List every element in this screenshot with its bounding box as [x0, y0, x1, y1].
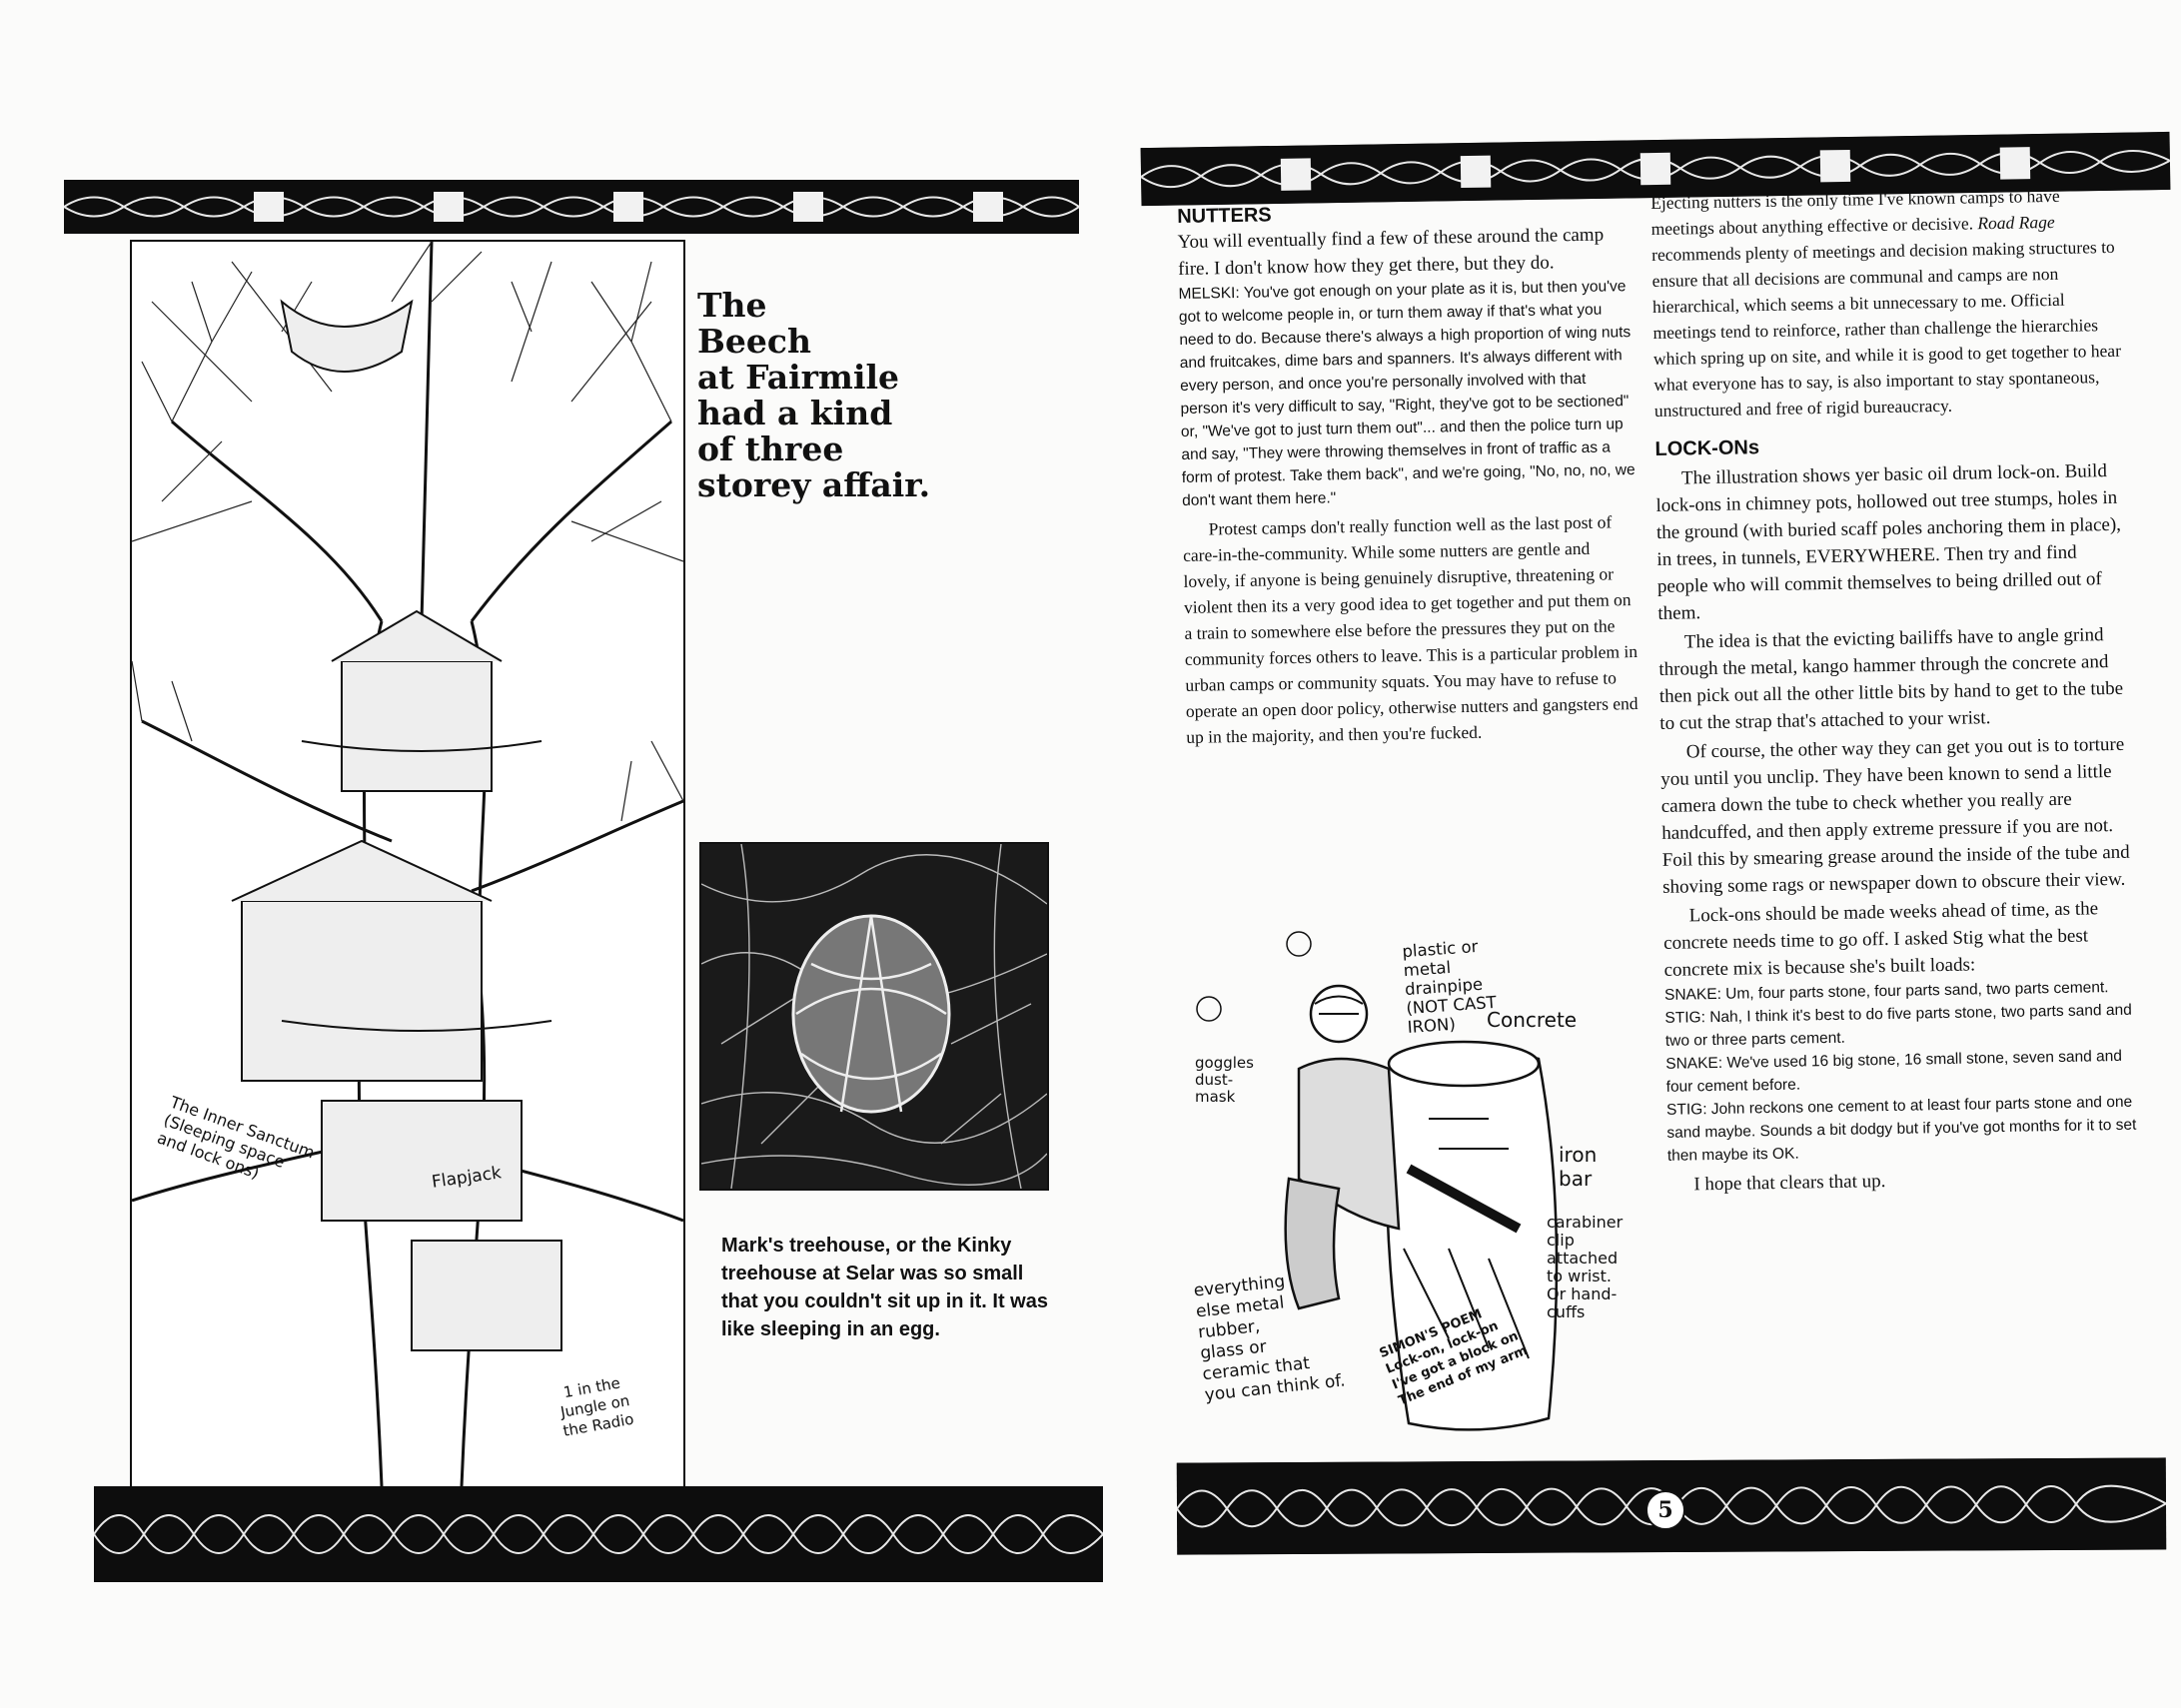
- celtic-border-bottom-left: [94, 1486, 1103, 1582]
- label-drainpipe: plastic or metal drainpipe (NOT CAST IRON): [1401, 936, 1498, 1038]
- dialogue-snake-2: SNAKE: We've used 16 big stone, 16 small stone, seven sand and four cement before.: [1665, 1047, 2123, 1096]
- lockons-p3: Of course, the other way they can get you out is to torture you until you unclip. They have been known to send a little camera down the tube to check whether you really are handcuffed, and then apply extreme pressure if you are not. Foil this by smearing grease around the inside of the tube and shoving some rags or newspaper down to obscure their view.: [1660, 733, 2130, 898]
- nutters-column: [1177, 197, 1640, 750]
- simons-poem: SIMON'S POEM Lock-on, lock-on I've got a block on The end of my arm: [1377, 1306, 1531, 1409]
- mark-treehouse-caption: Mark's treehouse, or the Kinky treehouse at Selar was so small that you couldn't sit up in it. It was like sleeping in an egg.: [721, 1235, 1048, 1340]
- beech-caption: The Beech at Fairmile had a kind of three storey affair.: [697, 286, 931, 504]
- artist-signature: 1 in the Jungle on the Radio: [558, 1373, 635, 1440]
- page-number: 5: [1645, 1490, 1685, 1530]
- nutters-heading: NUTTERS: [1177, 204, 1272, 228]
- label-flapjack: Flapjack: [430, 1163, 504, 1193]
- right-page: [1119, 0, 2181, 1708]
- label-everything: everything else metal rubber, glass or ceramic that you can think of.: [1192, 1272, 1347, 1406]
- label-goggles: goggles dust- mask: [1195, 1054, 1254, 1106]
- nutters-paragraph: Protest camps don't really function well as the last post of care-in-the-community. While some nutters are gentle and lovely, if anyone is being genuinely disruptive, threatening or violent then its a very good idea to get together and put them on a train to somewhere else before the pressures they put on the community forces others to leave. This is a particular problem in urban camps or community squats. You may have to refuse to operate an open door policy, otherwise nutters and gangsters end up in the majority, and then you're fucked.: [1182, 511, 1638, 747]
- nutters-intro: You will eventually find a few of these around the camp fire. I don't know how they get there, but they do.: [1177, 224, 1605, 280]
- beech-treehouse-illustration: [130, 240, 685, 1488]
- celtic-border-top-left: [64, 180, 1079, 234]
- closing-line: I hope that clears that up.: [1693, 1171, 1886, 1196]
- egg-treehouse-illustration: [699, 842, 1049, 1191]
- lockons-p1: The illustration shows yer basic oil drum lock-on. Build lock-ons in chimney pots, hollowed out tree stumps, holes in the ground (with buried scaff poles anchoring them in place), in trees, in tunnels, EVERYWHERE. Then try and find people who will commit themselves to being drilled out of them.: [1655, 460, 2122, 624]
- melski-quote: MELSKI: You've got enough on your plate as it is, but then you've got to welcome people in, or turn them away if that's what you need to do. Because there's always a high proportion of wing nuts and fruitcakes, dime bars and spanners. It's always different with every person, and once you're personally involved with that person it's very difficult to say, "Right, they've got to be sectioned" or, "We've got to just turn them out"... and then the police turn up and say, "They were throwing themselves in front of traffic as a form of protest. Take them back", and we're going, "No, no, no, we don't want them here.": [1178, 278, 1636, 509]
- dialogue-snake-1: SNAKE: Um, four parts stone, four parts sand, two parts cement.: [1663, 979, 2109, 1004]
- label-inner-sanctum: The Inner Sanctum (Sleeping space and lock ons): [154, 1092, 318, 1183]
- lockons-p4: Lock-ons should be made weeks ahead of time, as the concrete needs time to go off. I asked Stig what the best concrete mix is because she's built loads:: [1662, 898, 2099, 981]
- label-concrete: Concrete: [1487, 1008, 1578, 1032]
- label-carabiner: carabiner clip attached to wrist. Or hand- cuffs: [1547, 1213, 1624, 1321]
- road-rage-title: Road Rage: [1977, 211, 2055, 234]
- ejecting-text-2: recommends plenty of meetings and decision making structures to ensure that all decisions are communal and camps are non hierarchical, which seems a bit unnecessary to me. Official meetings tend to reinforce, rather than challenge the hierarchies which spring up on site, and while it is good to get together to hear what everyone has to say, is also important to stay spontaneous, unstructured and free of rigid bureaucracy.: [1650, 236, 2122, 421]
- dialogue-stig-1: STIG: Nah, I think it's best to do five parts stone, two parts sand and two or three parts cement.: [1664, 1001, 2132, 1050]
- ejecting-text-1: Ejecting nutters is the only time I've known camps to have meetings about anything effective or decisive.: [1650, 185, 2060, 239]
- lockons-column: [1650, 182, 2138, 1199]
- label-iron-bar: iron bar: [1559, 1143, 1598, 1191]
- lockons-heading: LOCK-ONs: [1654, 436, 1760, 460]
- lockons-p2: The idea is that the evicting bailiffs have to angle grind through the metal, kango hammer through the concrete and then pick out all the other little bits by hand to get to the tube to cut the strap that's attached to your wrist.: [1658, 624, 2124, 734]
- ejecting-paragraph: [1650, 182, 2124, 424]
- dialogue-stig-2: STIG: John reckons one cement to at least four parts stone and one sand maybe. Sounds a bit dodgy but if you've got months for it to set then maybe its OK.: [1665, 1093, 2137, 1165]
